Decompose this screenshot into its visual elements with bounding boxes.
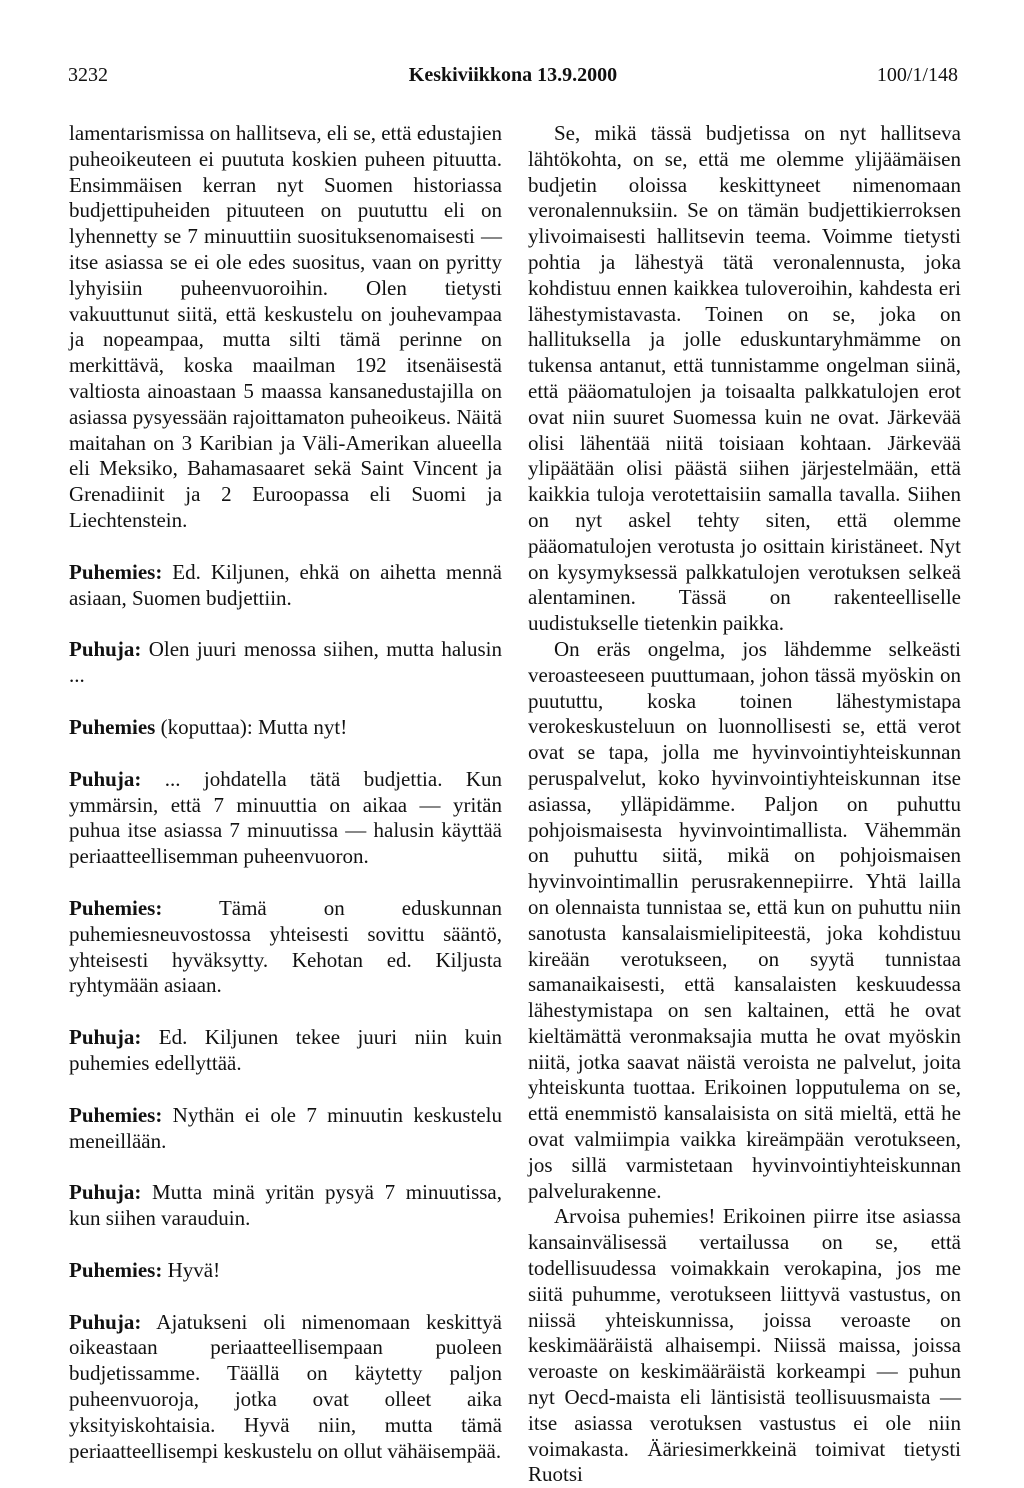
speaker-label: Puhemies:: [69, 559, 163, 584]
speech-exchange: [69, 1025, 502, 1077]
page-number: 3232: [68, 64, 108, 86]
speech-exchange: [69, 1258, 502, 1284]
speech-text: Hyvä!: [167, 1257, 221, 1282]
speech-exchange: [69, 1103, 502, 1155]
speaker-label: Puhemies:: [69, 895, 163, 920]
intro-paragraph: lamentarismissa on hallitseva, eli se, että edustajien puheoikeuteen ei puututa koskien puheen pituutta. Ensimmäisen kerran nyt Suomen historiassa budjettipuheiden pituuteen on puututtu eli on lyhennetty se 7 minuuttiin suosituksenomaisesti — itse asiassa se ei ole edes suositus, vaan on pyritty lyhyisiin puheenvuoroihin. Olen tietysti vakuuttunut siitä, että keskustelu on jouhevampaa ja nopeampaa, mutta silti tämä perinne on merkittävä, koska maailman 192 itsenäisestä valtiosta ainoastaan 5 maassa kansanedustajilla on asiassa pysyessään rajoittamaton puheoikeus. Näitä maitahan on 3 Karibian ja Väli-Amerikan alueella eli Meksiko, Bahamasaaret sekä Saint Vincent ja Grenadiinit ja 2 Euroopassa eli Suomi ja Liechtenstein.: [69, 121, 502, 532]
speech-text: Ed. Kiljunen tekee juuri niin kuin puhemies edellyttää.: [69, 1025, 503, 1075]
speech-text: Ajatukseni oli nimenomaan keskittyä oikeastaan periaatteellisempaan puoleen budjetissamme. Täällä on käytetty paljon puheenvuoroja, jotka ovat olleet aika yksityiskohtaisia. Hyvä niin, mutta tämä periaatteellisempi keskustelu on ollut vähäisempää.: [69, 1309, 503, 1463]
speech-text: Nythän ei ole 7 minuutin keskustelu meneillään.: [69, 1102, 503, 1153]
speech-exchange: [69, 637, 502, 689]
right-column: [528, 121, 961, 1488]
speech-text: Mutta minä yritän pysyä 7 minuutissa, kun siihen varauduin.: [69, 1180, 502, 1231]
body-paragraph: Arvoisa puhemies! Erikoinen piirre itse asiassa kansainvälisessä vertailussa on se, että todellisuudessa voimakkain verokapina, jos me siitä puhumme, verotukseen liittyvä vastustus, on niissä yhteiskunnissa, joissa veroaste on keskimääräistä alhaisempi. Niissä maissa, joissa veroaste on keskimääräistä korkeampi — puhun nyt Oecd-maista eli läntisistä teollisuusmaista — itse asiassa verotuksen vastustus ei ole niin voimakasta. Ääriesimerkkeinä toimivat tietysti Ruotsi: [528, 1204, 961, 1487]
page-header: [68, 62, 958, 88]
speech-exchange: [69, 1180, 502, 1232]
speech-exchange: [69, 896, 502, 999]
speech-text: (koputtaa): Mutta nyt!: [160, 714, 348, 739]
speaker-label: Puhemies:: [69, 1257, 163, 1282]
speech-text: Olen juuri menossa siihen, mutta halusin ...: [69, 637, 503, 688]
speaker-label: Puhuja:: [69, 637, 142, 662]
left-column: [69, 121, 502, 1464]
speaker-label: Puhemies:: [69, 1102, 163, 1127]
body-paragraph: On eräs ongelma, jos lähdemme selkeästi veroasteeseen puuttumaan, johon tässä myöskin on puututtu, koska toinen lähestymistapa verokeskusteluun on luonnollisesti se, että verot ovat se tapa, jolla me hyvinvointiyhteiskunnan peruspalvelut, koko hyvinvointiyhteiskunnan itse asiassa, ylläpidämme. Paljon on puhuttu pohjoismaisesta hyvinvointimallista. Vähemmän on puhuttu siitä, mikä on pohjoismaisen hyvinvointimallin perusrakennepiirre. Yhtä lailla on olennaista tunnistaa se, että kun on puhuttu niin sanotusta kansalaismielipiteestä, joka kohdistuu kireään verotukseen, on syytä tunnistaa samanaikaisesti, että kansalaisten keskuudessa lähestymistapa on sen kaltainen, että he ovat kieltämättä veronmaksajia mutta he ovat myöskin niitä, jotka saavat näistä veroista ne palvelut, joita yhteiskunta tuottaa. Erikoinen lopputulema on se, että enemmistö kansalaisista on sitä mieltä, että he ovat valmiimpia vaikka kireämpään verotukseen, jos sillä varmistetaan hyvinvointiyhteiskunnan palvelurakenne.: [528, 636, 961, 1203]
body-paragraph: Se, mikä tässä budjetissa on nyt hallitseva lähtökohta, on se, että me olemme ylijäämäisen budjetin oloissa keskittyneet nimenomaan veronalennuksiin. Se on tämän budjettikierroksen ylivoimaisesti hallitsevin teema. Voimme tietysti pohtia ja lähestyä tätä veronalennusta, joka kohdistuu ennen kaikkea tuloveroihin, kahdesta eri lähestymistavasta. Toinen on se, joka on hallituksella ja jolle eduskuntaryhmämme on tukensa antanut, että tunnistamme ongelman siinä, että pääomatulojen ja toisaalta palkkatulojen erot ovat niin suuret Suomessa kuin ne ovat. Järkevää olisi lähentää niitä toisiaan kohtaan. Järkevää ylipäätään olisi päästä siihen järjestelmään, että kaikkia tuloja verotettaisiin samalla tavalla. Siihen on nyt askel tehty siten, että olemme pääomatulojen verotusta jo osittain kiristäneet. Nyt on kysymyksessä palkkatulojen verotuksen selkeä alentaminen. Tässä on rakenteelliselle uudistukselle tietenkin paikka.: [528, 121, 961, 636]
speaker-label: Puhemies: [69, 714, 156, 739]
speech-exchange: [69, 767, 502, 870]
speaker-label: Puhuja:: [69, 1025, 142, 1050]
speech-text: Tämä on eduskunnan puhemiesneuvostossa yhteisesti sovittu sääntö, yhteisesti hyväksytty. Kehotan ed. Kiljusta ryhtymään asiaan.: [69, 895, 503, 998]
speech-text: Ed. Kiljunen, ehkä on aihetta mennä asiaan, Suomen budjettiin.: [69, 559, 503, 610]
speech-text: ... johdatella tätä budjettia. Kun ymmärsin, että 7 minuuttia on aikaa — yritän puhua itse asiassa 7 minuutissa — halusin käyttää periaatteellisemman puheenvuoron.: [69, 766, 502, 869]
speech-exchange: [69, 715, 502, 741]
speaker-label: Puhuja:: [69, 1309, 142, 1334]
speech-exchange: [69, 1310, 502, 1465]
document-id: 100/1/148: [876, 64, 958, 86]
speaker-label: Puhuja:: [69, 766, 142, 791]
speaker-label: Puhuja:: [69, 1180, 142, 1205]
session-date: Keskiviikkona 13.9.2000: [408, 64, 618, 86]
speech-exchange: [69, 560, 502, 612]
